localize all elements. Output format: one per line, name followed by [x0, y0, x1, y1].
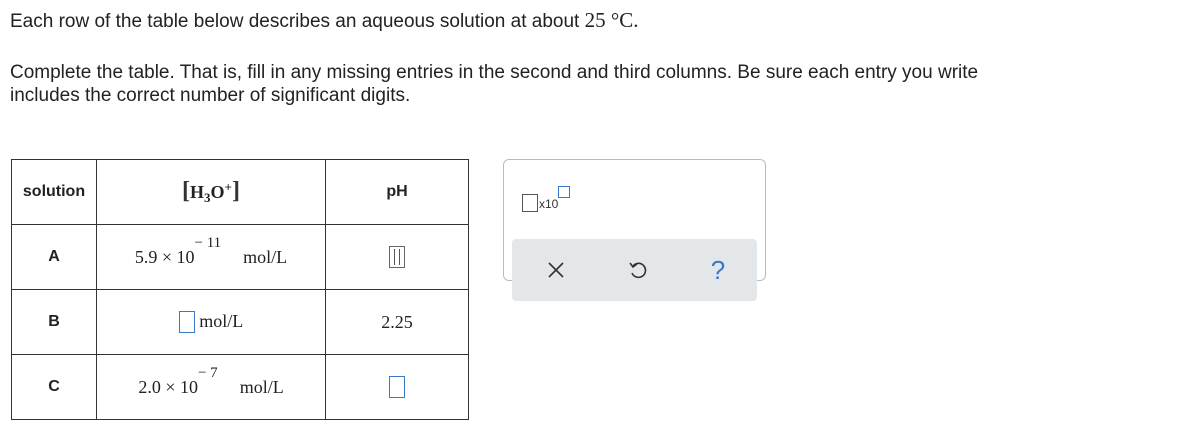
conc-b-unit: mol/L	[199, 310, 244, 331]
table-row	[12, 355, 469, 420]
header-solution: solution	[12, 160, 97, 225]
conc-c-value	[138, 364, 284, 398]
conc-a-value	[134, 234, 288, 268]
conc-c-coef: 2.0 × 10	[138, 376, 198, 397]
header-sub3: 3	[204, 190, 211, 206]
exponent-box-icon	[558, 186, 570, 198]
solution-table	[11, 159, 469, 420]
intro-line-2: Complete the table. That is, fill in any missing entries in the second and third columns. Be sure each entry you write	[10, 62, 979, 83]
base-box-icon	[522, 194, 538, 212]
header-plus: +	[224, 179, 232, 195]
row-label-a: A	[12, 225, 97, 290]
undo-button[interactable]	[608, 239, 668, 301]
ph-c-input[interactable]	[389, 376, 405, 398]
clear-button[interactable]	[526, 239, 586, 301]
conc-a-coef: 5.9 × 10	[134, 246, 195, 267]
row-label-c: C	[12, 355, 97, 420]
x10-button[interactable]	[522, 184, 582, 214]
table-header-row	[12, 160, 469, 225]
ph-c-cell	[326, 355, 469, 420]
intro-line-3: includes the correct number of significant digits.	[10, 85, 411, 106]
header-o: O	[210, 181, 225, 202]
header-ph: pH	[326, 160, 469, 225]
header-hydronium	[97, 160, 326, 225]
bracket-left: [	[182, 177, 191, 204]
ph-a-input[interactable]	[389, 246, 405, 268]
conc-c	[97, 355, 326, 420]
row-label-b: B	[12, 290, 97, 355]
bracket-right: ]	[231, 177, 240, 204]
help-button[interactable]: ?	[710, 254, 726, 285]
conc-c-exp: − 7	[197, 364, 218, 381]
conc-a-unit: mol/L	[243, 246, 288, 267]
conc-c-unit: mol/L	[239, 376, 284, 397]
header-h: H	[190, 181, 205, 202]
tool-panel	[503, 159, 766, 285]
undo-icon	[627, 259, 649, 281]
intro-text: Each row of the table below describes an aqueous solution at about	[10, 11, 585, 32]
close-icon	[547, 261, 565, 279]
temperature: 25 °C.	[584, 8, 639, 32]
intro-line-1	[10, 9, 639, 33]
conc-b	[97, 290, 326, 355]
conc-a	[97, 225, 326, 290]
conc-a-exp: − 11	[194, 234, 222, 251]
ph-a-cell	[326, 225, 469, 290]
conc-b-input[interactable]	[179, 311, 195, 333]
toolbar	[512, 239, 757, 301]
x10-label: x10	[539, 197, 559, 211]
ph-b-value: 2.25	[326, 290, 469, 355]
table-row	[12, 290, 469, 355]
table-row	[12, 225, 469, 290]
